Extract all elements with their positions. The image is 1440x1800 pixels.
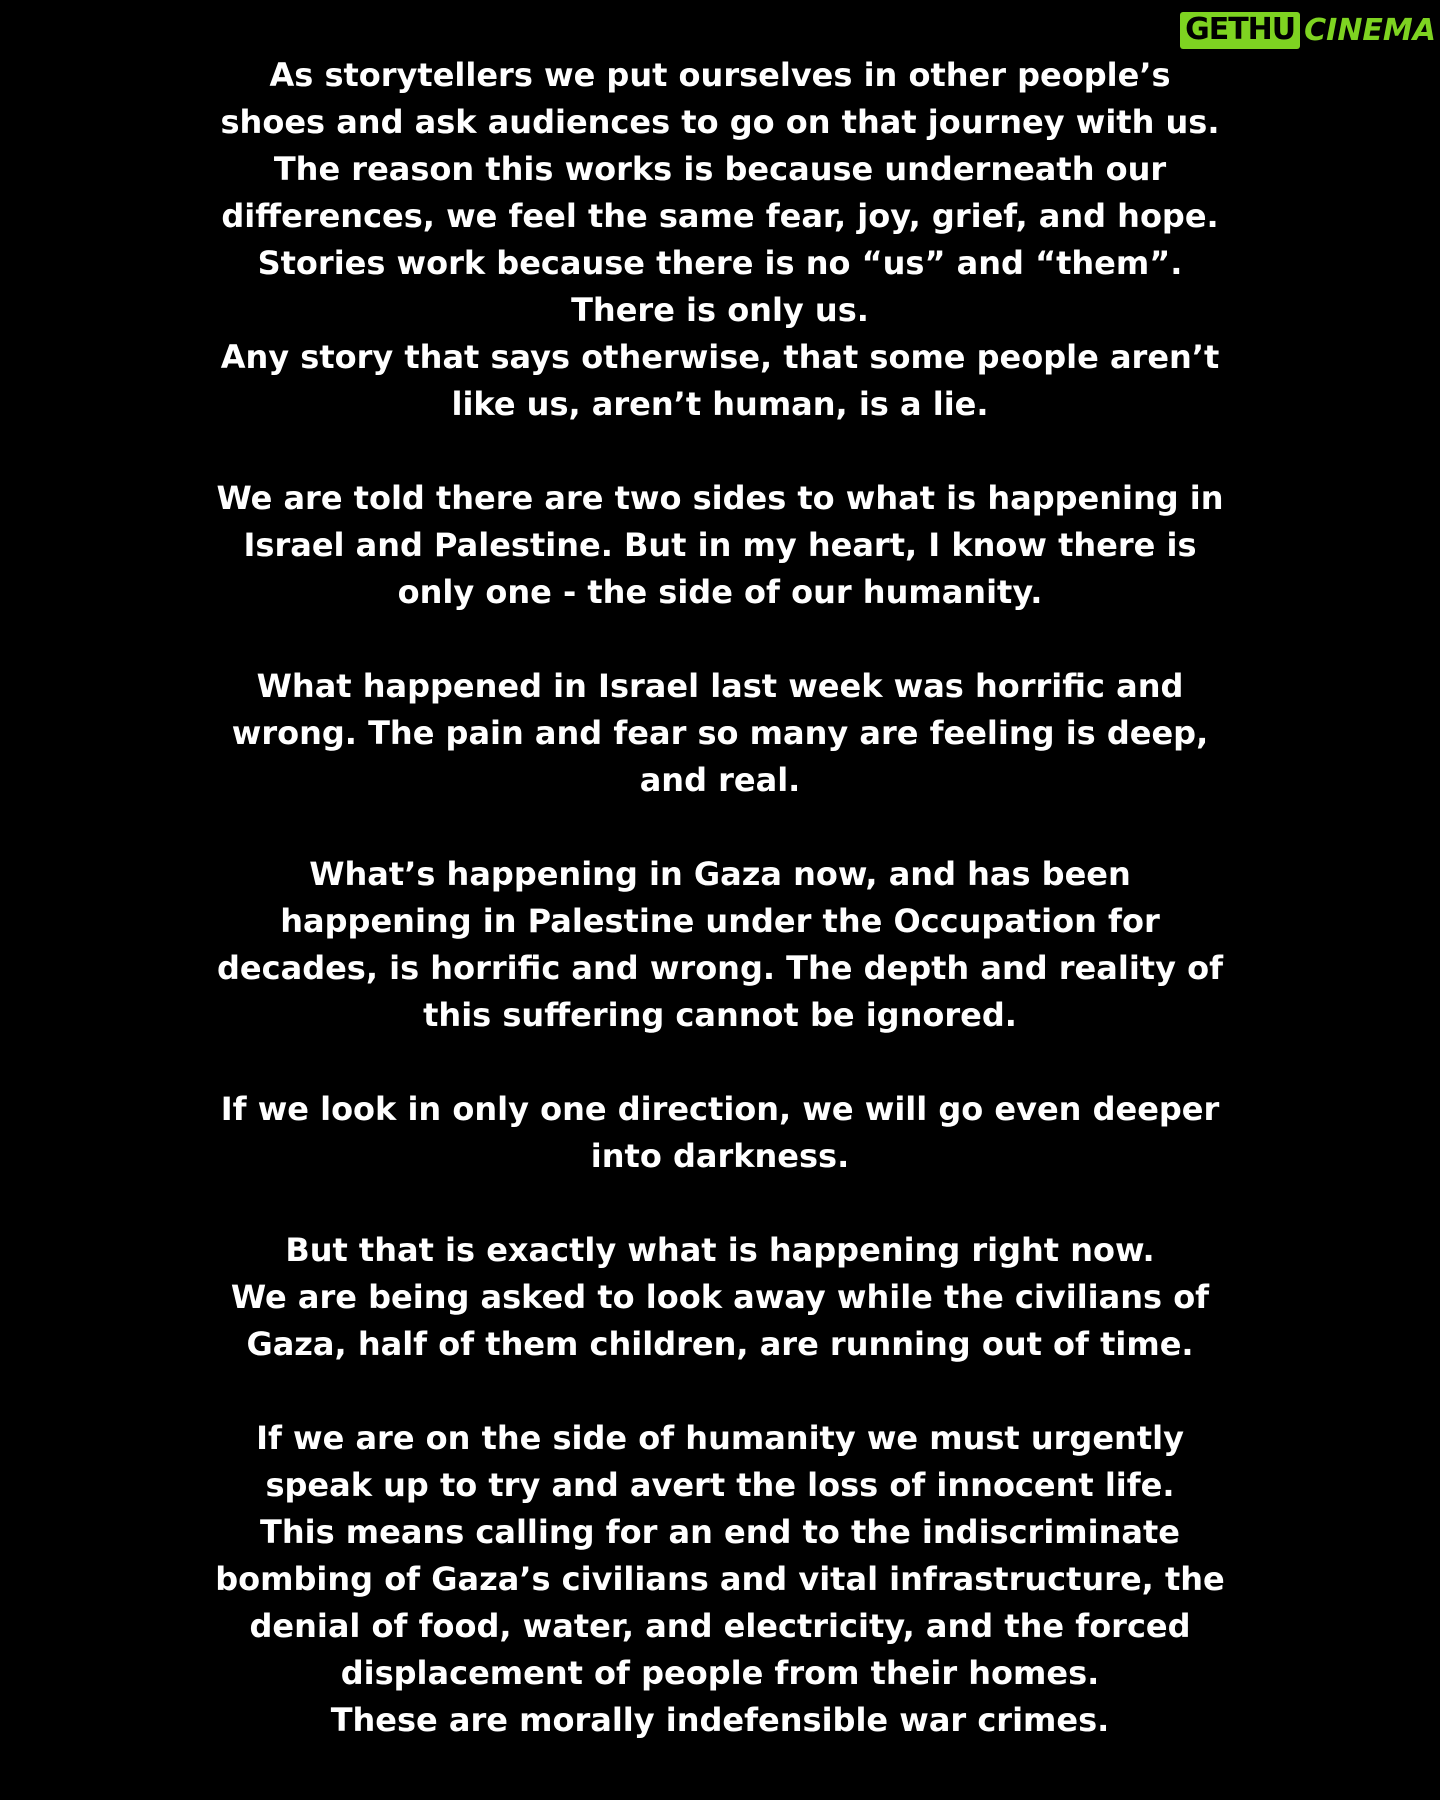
text-line: There is only us. — [571, 291, 869, 329]
text-line: denial of food, water, and electricity, and the forced — [249, 1607, 1191, 1645]
text-line: We are being asked to look away while the civilians of — [230, 1278, 1210, 1316]
text-line: decades, is horrific and wrong. The depth and reality of — [217, 949, 1223, 987]
text-line: shoes and ask audiences to go on that journey with us. — [220, 103, 1220, 141]
paragraph-1 — [150, 52, 1290, 428]
text-line: If we look in only one direction, we will go even deeper — [220, 1090, 1220, 1128]
text-line: and real. — [639, 761, 801, 799]
paragraph-4 — [150, 851, 1290, 1039]
text-line: What happened in Israel last week was horrific and — [256, 667, 1184, 705]
watermark-part-2: CINEMA — [1304, 12, 1436, 48]
paragraph-7 — [150, 1415, 1290, 1744]
text-line: bombing of Gaza’s civilians and vital infrastructure, the — [215, 1560, 1225, 1598]
text-line: What’s happening in Gaza now, and has been — [309, 855, 1131, 893]
text-line: Gaza, half of them children, are running out of time. — [246, 1325, 1194, 1363]
paragraph-5 — [150, 1086, 1290, 1180]
text-line: As storytellers we put ourselves in other people’s — [269, 56, 1171, 94]
text-line: This means calling for an end to the indiscriminate — [260, 1513, 1180, 1551]
watermark-part-1: GETHU — [1180, 12, 1300, 49]
paragraph-2 — [150, 475, 1290, 616]
text-line: like us, aren’t human, is a lie. — [451, 385, 989, 423]
text-line: Israel and Palestine. But in my heart, I know there is — [243, 526, 1197, 564]
text-line: We are told there are two sides to what is happening in — [216, 479, 1224, 517]
statement-text — [150, 52, 1290, 1791]
paragraph-6 — [150, 1227, 1290, 1368]
text-line: differences, we feel the same fear, joy, grief, and hope. — [221, 197, 1219, 235]
text-line: If we are on the side of humanity we must urgently — [256, 1419, 1184, 1457]
text-line: only one - the side of our humanity. — [397, 573, 1043, 611]
text-line: Stories work because there is no “us” and “them”. — [257, 244, 1183, 282]
text-line: into darkness. — [590, 1137, 850, 1175]
text-line: wrong. The pain and fear so many are feeling is deep, — [231, 714, 1209, 752]
text-line: But that is exactly what is happening right now. — [285, 1231, 1155, 1269]
text-line: happening in Palestine under the Occupation for — [280, 902, 1160, 940]
watermark-logo — [1180, 12, 1436, 49]
text-line: The reason this works is because underneath our — [273, 150, 1167, 188]
text-line: displacement of people from their homes. — [340, 1654, 1100, 1692]
text-line: These are morally indefensible war crimes. — [330, 1701, 1110, 1739]
text-line: speak up to try and avert the loss of innocent life. — [265, 1466, 1175, 1504]
text-line: Any story that says otherwise, that some people aren’t — [220, 338, 1220, 376]
text-line: this suffering cannot be ignored. — [423, 996, 1017, 1034]
paragraph-3 — [150, 663, 1290, 804]
